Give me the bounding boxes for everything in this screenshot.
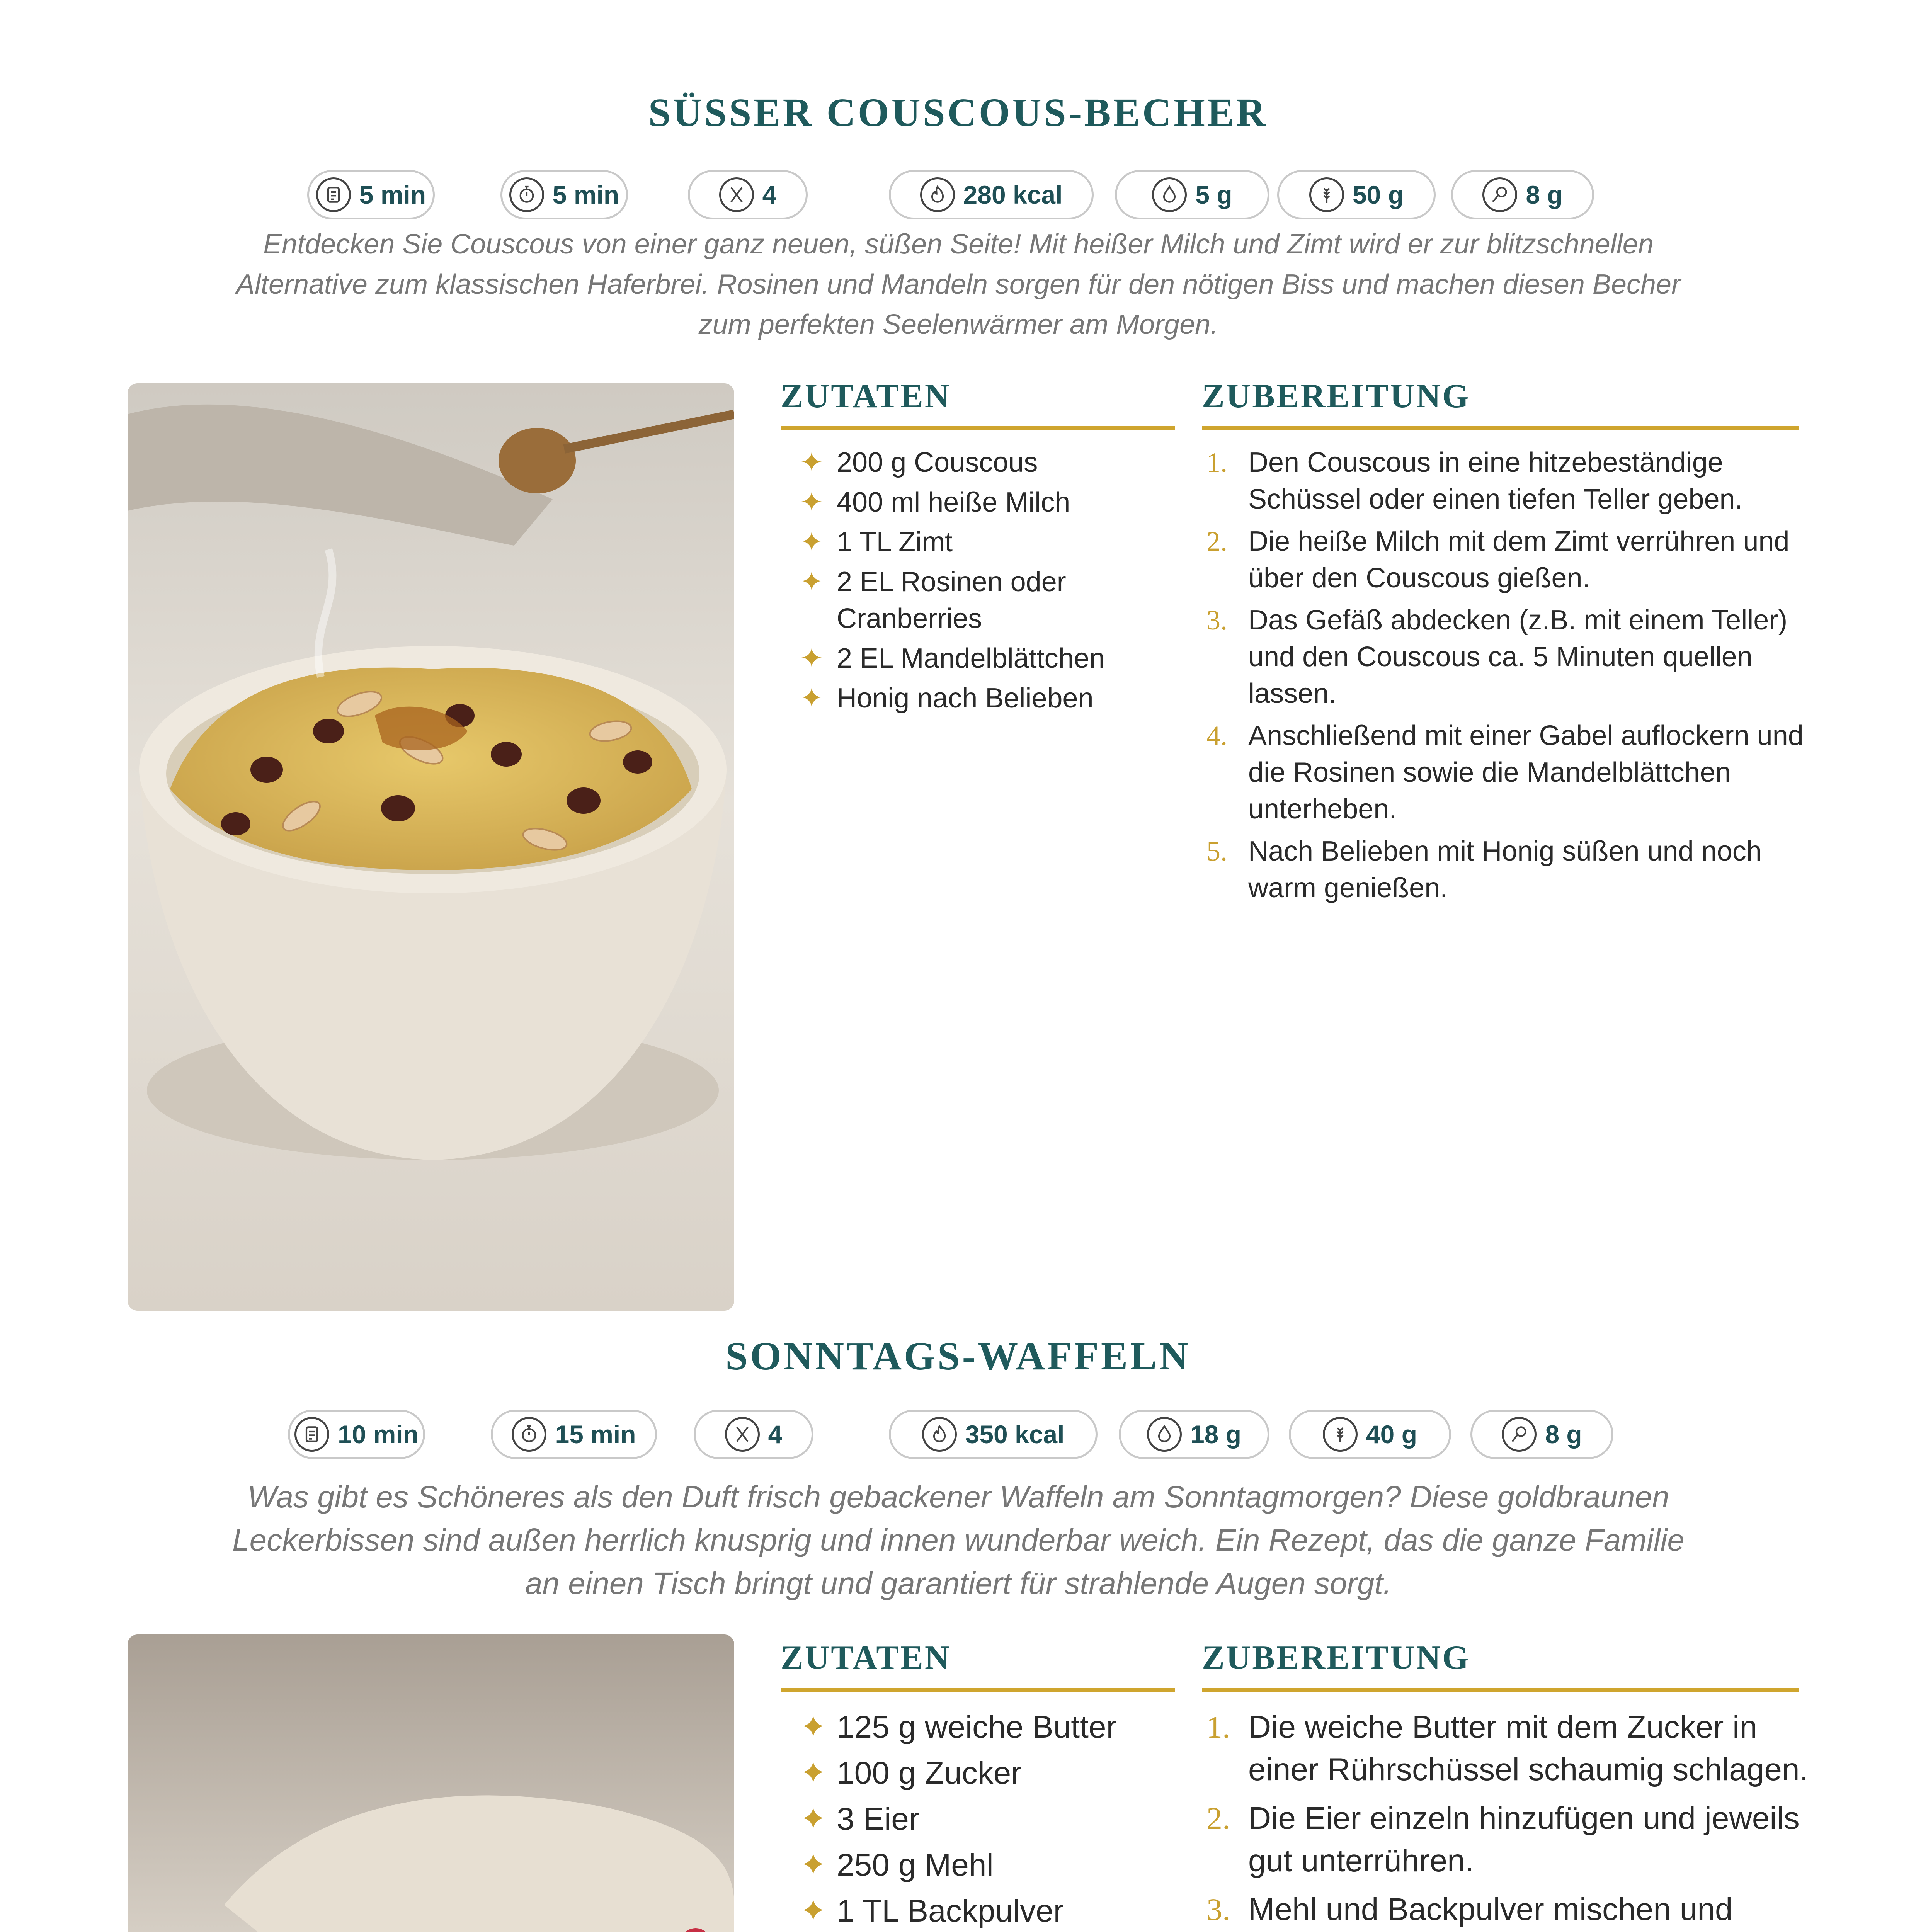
list-item: ✦ 3 Eier [796, 1798, 1167, 1840]
protein-badge [1470, 1410, 1613, 1459]
star-bullet-icon: ✦ [800, 1893, 827, 1929]
step-number: 2. [1206, 526, 1227, 557]
drop-icon [1147, 1417, 1182, 1452]
star-bullet-icon: ✦ [800, 566, 824, 597]
servings-value: 4 [768, 1420, 783, 1449]
stopwatch-icon [512, 1417, 546, 1452]
step-item: 3. Mehl und Backpulver mischen und [1202, 1888, 1809, 1932]
ingredients-rule [781, 426, 1175, 430]
ingredients-list [796, 444, 1167, 720]
ingredients-heading: ZUTATEN [781, 1639, 951, 1677]
list-item: ✦ 1 TL Zimt [796, 524, 1167, 561]
ingredients-rule [781, 1688, 1175, 1692]
step-number: 2. [1206, 1801, 1230, 1836]
star-bullet-icon: ✦ [800, 1847, 827, 1883]
calories-value: 350 kcal [965, 1420, 1065, 1449]
step-number: 1. [1206, 1709, 1230, 1745]
star-bullet-icon: ✦ [800, 1709, 827, 1745]
steps-list [1202, 444, 1809, 912]
flame-icon [922, 1417, 957, 1452]
drop-icon [1152, 177, 1187, 212]
recipe-intro: Was gibt es Schöneres als den Duft frisch gebackener Waffeln am Sonntagmorgen? Diese goldbraunen Leckerbissen sind außen herrlich knusprig und innen wunderbar weich. Ein Rezept, das die ganze Familie an einen Tisch bringt und garantiert für strahlende Augen sorgt. [232, 1480, 1685, 1600]
wheat-icon [1323, 1417, 1358, 1452]
stopwatch-icon [509, 177, 544, 212]
couscous-photo [128, 383, 734, 1311]
calories-badge [889, 1410, 1098, 1459]
steps-heading: ZUBEREITUNG [1202, 1639, 1470, 1677]
cutlery-icon [725, 1417, 760, 1452]
step-item: 2. Die heiße Milch mit dem Zimt verrühren und über den Couscous gießen. [1202, 523, 1809, 597]
star-bullet-icon: ✦ [800, 1755, 827, 1791]
recipe-title: SONNTAGS-WAFFELN [725, 1334, 1191, 1378]
servings-value: 4 [762, 180, 777, 209]
recipe-title: SÜSSER COUSCOUS-BECHER [648, 90, 1268, 135]
nutrition-badges [0, 1410, 1916, 1461]
carbs-badge [1277, 170, 1436, 219]
list-item: ✦ 1 TL Backpulver [796, 1890, 1167, 1932]
protein-value: 8 g [1526, 180, 1563, 209]
servings-badge [688, 170, 808, 219]
star-bullet-icon: ✦ [800, 527, 824, 558]
step-item: 1. Den Couscous in eine hitzebeständige Schüssel oder einen tiefen Teller geben. [1202, 444, 1809, 518]
flame-icon [920, 177, 955, 212]
protein-badge [1451, 170, 1594, 219]
step-number: 4. [1206, 720, 1227, 751]
prep-time-icon [316, 177, 351, 212]
step-number: 3. [1206, 605, 1227, 636]
list-item: ✦ 250 g Mehl [796, 1844, 1167, 1886]
carbs-value: 40 g [1366, 1420, 1417, 1449]
wheat-icon [1309, 177, 1344, 212]
fat-value: 18 g [1190, 1420, 1242, 1449]
calories-badge [889, 170, 1094, 219]
list-item: ✦ 200 g Couscous [796, 444, 1167, 481]
steps-list [1202, 1706, 1809, 1932]
nutrition-badges [0, 170, 1916, 221]
step-item: 1. Die weiche Butter mit dem Zucker in einer Rührschüssel schaumig schlagen. [1202, 1706, 1809, 1791]
calories-value: 280 kcal [963, 180, 1063, 209]
prep-time-value: 5 min [359, 180, 426, 209]
prep-time-value: 10 min [337, 1420, 419, 1449]
step-number: 3. [1206, 1892, 1230, 1927]
list-item: ✦ 100 g Zucker [796, 1752, 1167, 1794]
protein-value: 8 g [1545, 1420, 1582, 1449]
recipe-intro: Entdecken Sie Couscous von einer ganz neuen, süßen Seite! Mit heißer Milch und Zimt wird er zur blitzschnellen Alternative zum klassischen Haferbrei. Rosinen und Mandeln sorgen für den nötigen Biss und machen diesen Becher zum perfekten Seelenwärmer am Morgen. [236, 229, 1681, 340]
step-number: 5. [1206, 836, 1227, 867]
cutlery-icon [719, 177, 754, 212]
star-bullet-icon: ✦ [800, 643, 824, 674]
step-item: 5. Nach Belieben mit Honig süßen und noch warm genießen. [1202, 833, 1809, 906]
step-item: 2. Die Eier einzeln hinzufügen und jeweils gut unterrühren. [1202, 1797, 1809, 1882]
list-item: ✦ 2 EL Mandelblättchen [796, 640, 1167, 677]
steps-rule [1202, 1688, 1799, 1692]
ingredients-list [796, 1706, 1167, 1932]
star-bullet-icon: ✦ [800, 487, 824, 518]
cook-time-badge [491, 1410, 657, 1459]
list-item: ✦ Honig nach Belieben [796, 680, 1167, 717]
prep-time-badge [288, 1410, 425, 1459]
ingredients-heading: ZUTATEN [781, 378, 951, 415]
carbs-badge [1289, 1410, 1451, 1459]
recipe-waffles [0, 1321, 1916, 1932]
list-item: ✦ 2 EL Rosinen oder Cranberries [796, 564, 1167, 637]
star-bullet-icon: ✦ [800, 683, 824, 714]
drumstick-icon [1502, 1417, 1537, 1452]
prep-time-icon [294, 1417, 329, 1452]
fat-badge [1119, 1410, 1269, 1459]
servings-badge [694, 1410, 813, 1459]
step-item: 4. Anschließend mit einer Gabel auflockern und die Rosinen sowie die Mandelblättchen unterheben. [1202, 718, 1809, 828]
steps-heading: ZUBEREITUNG [1202, 378, 1470, 415]
cook-time-value: 15 min [555, 1420, 636, 1449]
cook-time-badge [500, 170, 628, 219]
steps-rule [1202, 426, 1799, 430]
star-bullet-icon: ✦ [800, 447, 824, 478]
list-item: ✦ 125 g weiche Butter [796, 1706, 1167, 1748]
fat-badge [1115, 170, 1269, 219]
carbs-value: 50 g [1352, 180, 1404, 209]
cook-time-value: 5 min [552, 180, 619, 209]
step-item: 3. Das Gefäß abdecken (z.B. mit einem Teller) und den Couscous ca. 5 Minuten quellen lassen. [1202, 602, 1809, 712]
list-item: ✦ 400 ml heiße Milch [796, 484, 1167, 521]
drumstick-icon [1482, 177, 1517, 212]
star-bullet-icon: ✦ [800, 1801, 827, 1837]
prep-time-badge [307, 170, 435, 219]
step-number: 1. [1206, 447, 1227, 478]
waffles-photo [128, 1634, 734, 1932]
fat-value: 5 g [1195, 180, 1232, 209]
